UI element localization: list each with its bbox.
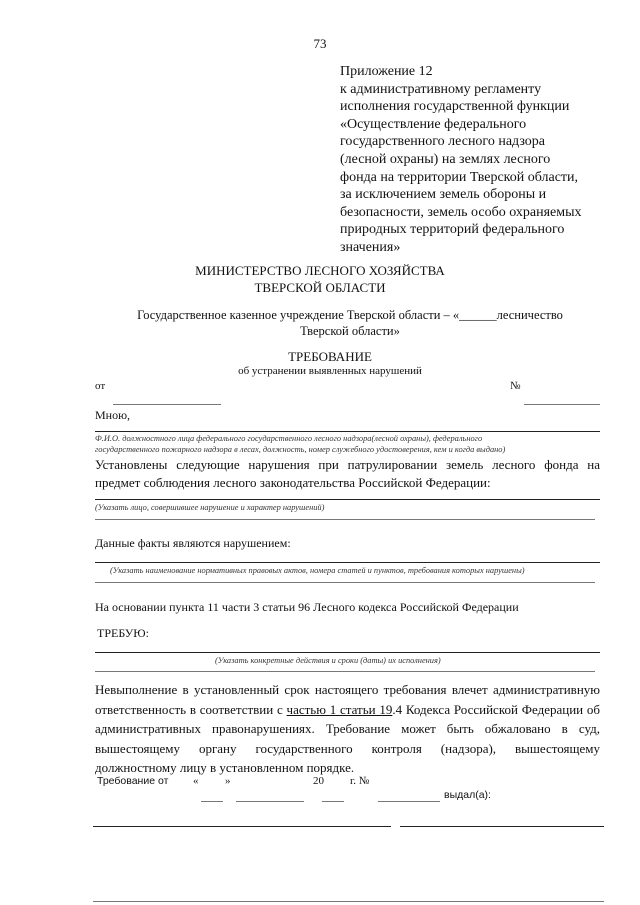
number-label: № bbox=[510, 380, 521, 392]
footer-quote-close: » bbox=[225, 775, 231, 787]
institution-line bbox=[120, 307, 580, 323]
footer-label: Требование от bbox=[97, 775, 169, 787]
official-field-line[interactable] bbox=[95, 431, 600, 432]
appendix-line: значения» bbox=[340, 239, 401, 255]
appendix-line: к административному регламенту bbox=[340, 81, 542, 97]
demand-label: ТРЕБУЮ: bbox=[97, 626, 149, 640]
violations-text: Установлены следующие нарушения при патрулировании земель лесного фонда на предмет соблюдения лесного законодательства Российской Федерации: bbox=[95, 457, 600, 490]
basis-text: На основании пункта 11 части 3 статьи 96 Лесного кодекса Российской Федерации bbox=[95, 600, 519, 614]
warning-paragraph bbox=[95, 680, 600, 778]
to-label: Мною, bbox=[95, 408, 131, 422]
signature-line-left[interactable] bbox=[93, 826, 391, 827]
date-label: от bbox=[95, 380, 106, 392]
appendix-line: исполнения государственной функции bbox=[340, 99, 570, 115]
actions-field-line-2[interactable] bbox=[95, 671, 595, 672]
number-field-line[interactable] bbox=[524, 404, 600, 405]
institution-suffix: лесничество bbox=[496, 308, 563, 322]
appendix-line: природных территорий федерального bbox=[340, 222, 565, 238]
ministry-region: ТВЕРСКОЙ ОБЛАСТИ bbox=[254, 280, 386, 295]
date-field-line[interactable] bbox=[113, 404, 221, 405]
appendix-line: «Осуществление федерального bbox=[340, 116, 527, 132]
institution-header bbox=[120, 307, 580, 339]
acts-hint: (Указать наименование нормативных правовых актов, номера статей и пунктов, требования которых нарушены) bbox=[110, 566, 525, 575]
institution-prefix: Государственное казенное учреждение Тверской области – « bbox=[137, 308, 460, 322]
appendix-line: государственного лесного надзора bbox=[340, 134, 545, 150]
signature-line-right[interactable] bbox=[400, 826, 604, 827]
footer-issued: выдал(а): bbox=[444, 789, 491, 801]
footer-year: 20 bbox=[313, 775, 324, 787]
year-field-line[interactable] bbox=[322, 801, 344, 802]
official-hint: Ф.И.О. должностного лица федерального государственного лесного надзора(лесной охраны), федерального государственного пожарного надзора в лесах, должность, номер служебного удостоверения, кем и когда выдано) bbox=[95, 434, 506, 454]
actions-hint: (Указать конкретные действия и сроки (даты) их исполнения) bbox=[215, 656, 441, 665]
appendix-line: фонда на территории Тверской области, bbox=[340, 169, 579, 185]
appendix-line: безопасности, земель особо охраняемых bbox=[340, 204, 582, 220]
forestry-name-blank[interactable]: ______ bbox=[459, 308, 497, 322]
appendix-line: за исключением земель обороны и bbox=[340, 187, 547, 203]
ministry-header bbox=[180, 262, 460, 296]
footer-number-field-line[interactable] bbox=[378, 801, 440, 802]
appendix-line: (лесной охраны) на землях лесного bbox=[340, 151, 551, 167]
violator-hint: (Указать лицо, совершившее нарушение и характер нарушений) bbox=[95, 503, 325, 512]
acts-field-line[interactable] bbox=[95, 562, 600, 563]
violator-field-line-2[interactable] bbox=[95, 519, 595, 520]
actions-field-line[interactable] bbox=[95, 652, 600, 653]
warning-text: Невыполнение в установленный срок настоящего требования влечет административную ответственность в соответствии с bbox=[95, 682, 600, 717]
page-number: 73 bbox=[313, 36, 327, 51]
footer-number: г. № bbox=[350, 775, 370, 787]
appendix-title: Приложение 12 bbox=[340, 64, 433, 79]
article-link[interactable]: частью 1 статьи 19 bbox=[286, 701, 393, 717]
month-field-line[interactable] bbox=[236, 801, 304, 802]
violator-field-line[interactable] bbox=[95, 499, 600, 500]
acts-field-line-2[interactable] bbox=[95, 582, 595, 583]
warning-text-continued: .4 Кодекса Российской Федерации об административных правонарушениях. Требование может быть обжаловано в суд, вышестоящему органу государственного контроля (надзора), вышестоящему должностному лицу в установленном порядке. bbox=[95, 701, 600, 775]
page-bottom-line bbox=[93, 901, 604, 902]
institution-region: Тверской области» bbox=[300, 324, 400, 338]
footer-quote-open: « bbox=[193, 775, 199, 787]
appendix-block bbox=[340, 63, 620, 257]
document-subtitle: об устранении выявленных нарушений bbox=[238, 365, 422, 377]
document-title: ТРЕБОВАНИЕ bbox=[288, 349, 372, 364]
facts-text: Данные факты являются нарушением: bbox=[95, 536, 291, 550]
day-field-line[interactable] bbox=[201, 801, 223, 802]
ministry-line: МИНИСТЕРСТВО ЛЕСНОГО ХОЗЯЙСТВА bbox=[195, 263, 445, 278]
